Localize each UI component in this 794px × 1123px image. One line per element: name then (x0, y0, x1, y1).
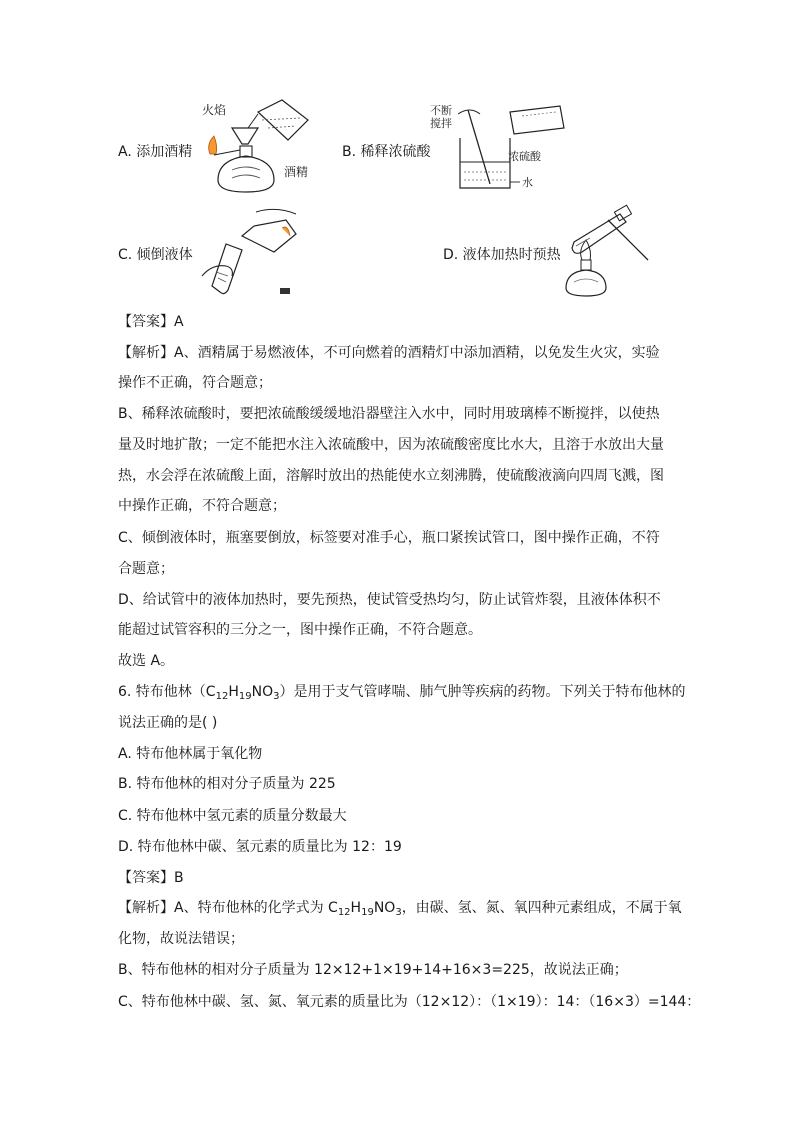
q6-stem-pre: 6. 特布他林（C (118, 684, 216, 700)
q6-option-a: A. 特布他林属于氧化物 (118, 746, 263, 762)
q6-analysis-line-2: 化物，故说法错误； (118, 931, 244, 947)
q6-stem-line-2: 说法正确的是( ) (118, 715, 218, 731)
q6-analysis-no: NO (373, 900, 396, 916)
h-subscript-2: 19 (361, 907, 374, 918)
q6-option-c: C. 特布他林中氢元素的质量分数最大 (118, 808, 347, 824)
o-subscript: 3 (273, 691, 280, 702)
stir-label-2: 搅拌 (430, 117, 452, 130)
alcohol-label: 酒精 (284, 165, 309, 179)
q6-option-b: B. 特布他林的相对分子质量为 225 (118, 776, 336, 792)
option-a-label: A. 添加酒精 (118, 144, 193, 160)
q5-conclusion: 故选 A。 (118, 653, 175, 669)
o-subscript-2: 3 (395, 907, 402, 918)
q5-analysis-line-2: 操作不正确，符合题意； (118, 375, 272, 391)
q6-stem-line-1 (118, 682, 685, 707)
q6-option-d: D. 特布他林中碳、氢元素的质量比为 12：19 (118, 839, 402, 855)
q5-analysis-line-6: 中操作正确，不符合题意； (118, 498, 286, 514)
q5-analysis-line-1: 【解析】A、酒精属于易燃液体，不可向燃着的酒精灯中添加酒精，以免发生火灾，实验 (118, 345, 660, 361)
c-subscript: 12 (215, 691, 229, 702)
q6-analysis-pre: 【解析】A、特布他林的化学式为 C (118, 900, 338, 916)
acid-label: 浓硫酸 (508, 150, 541, 163)
q5-analysis-line-4: 量及时地扩散；一定不能把水注入浓硫酸中，因为浓硫酸密度比水大，且溶于水放出大量 (118, 437, 664, 453)
option-c-label: C. 倾倒液体 (118, 247, 193, 263)
option-d-label: D. 液体加热时预热 (443, 247, 561, 263)
figure-pour-liquid (196, 206, 306, 298)
h-subscript: 19 (238, 691, 252, 702)
h-symbol-2: H (350, 900, 362, 916)
stir-label-1: 不断 (430, 104, 452, 117)
q6-stem-tail: ）是用于支气管哮喘、肺气肿等疾病的药物。下列关于特布他林的 (279, 684, 686, 700)
option-b-label: B. 稀释浓硫酸 (342, 144, 431, 160)
q5-answer: 【答案】A (118, 314, 184, 330)
q5-analysis-line-10: 能超过试管容积的三分之一，图中操作正确，不符合题意。 (118, 622, 482, 638)
q6-analysis-line-4: C、特布他林中碳、氢、氮、氧元素的质量比为（12×12）：（1×19）：14：（16×3）=144： (118, 994, 701, 1010)
q5-analysis-line-7: C、倾倒液体时，瓶塞要倒放，标签要对准手心，瓶口紧挨试管口，图中操作正确，不符 (118, 530, 660, 546)
water-label: 水 (522, 176, 533, 189)
h-symbol: H (228, 684, 239, 700)
q6-answer: 【答案】B (118, 870, 184, 886)
q5-analysis-line-8: 合题意； (118, 561, 174, 577)
q5-analysis-line-9: D、给试管中的液体加热时，要先预热，使试管受热均匀，防止试管炸裂，且液体体积不 (118, 592, 661, 608)
flame-label: 火焰 (202, 103, 227, 117)
figure-dilute-acid (430, 100, 570, 196)
q6-analysis-line-1 (118, 898, 682, 923)
figure-preheat (560, 200, 656, 300)
q5-analysis-line-5: 热，水会浮在浓硫酸上面，溶解时放出的热能使水立刻沸腾，使硫酸液滴向四周飞溅，图 (118, 468, 664, 484)
c-subscript-2: 12 (337, 907, 351, 918)
q6-analysis-post: ，由碳、氢、氮、氧四种元素组成，不属于氧 (401, 900, 682, 916)
q5-analysis-line-3: B、稀释浓硫酸时，要把浓硫酸缓缓地沿器壁注入水中，同时用玻璃棒不断搅拌，以使热 (118, 406, 660, 422)
q6-analysis-line-3: B、特布他林的相对分子质量为 12×12+1×19+14+16×3=225，故说法正确； (118, 962, 628, 978)
figure-add-alcohol (196, 98, 316, 198)
q6-stem-no: NO (251, 684, 274, 700)
